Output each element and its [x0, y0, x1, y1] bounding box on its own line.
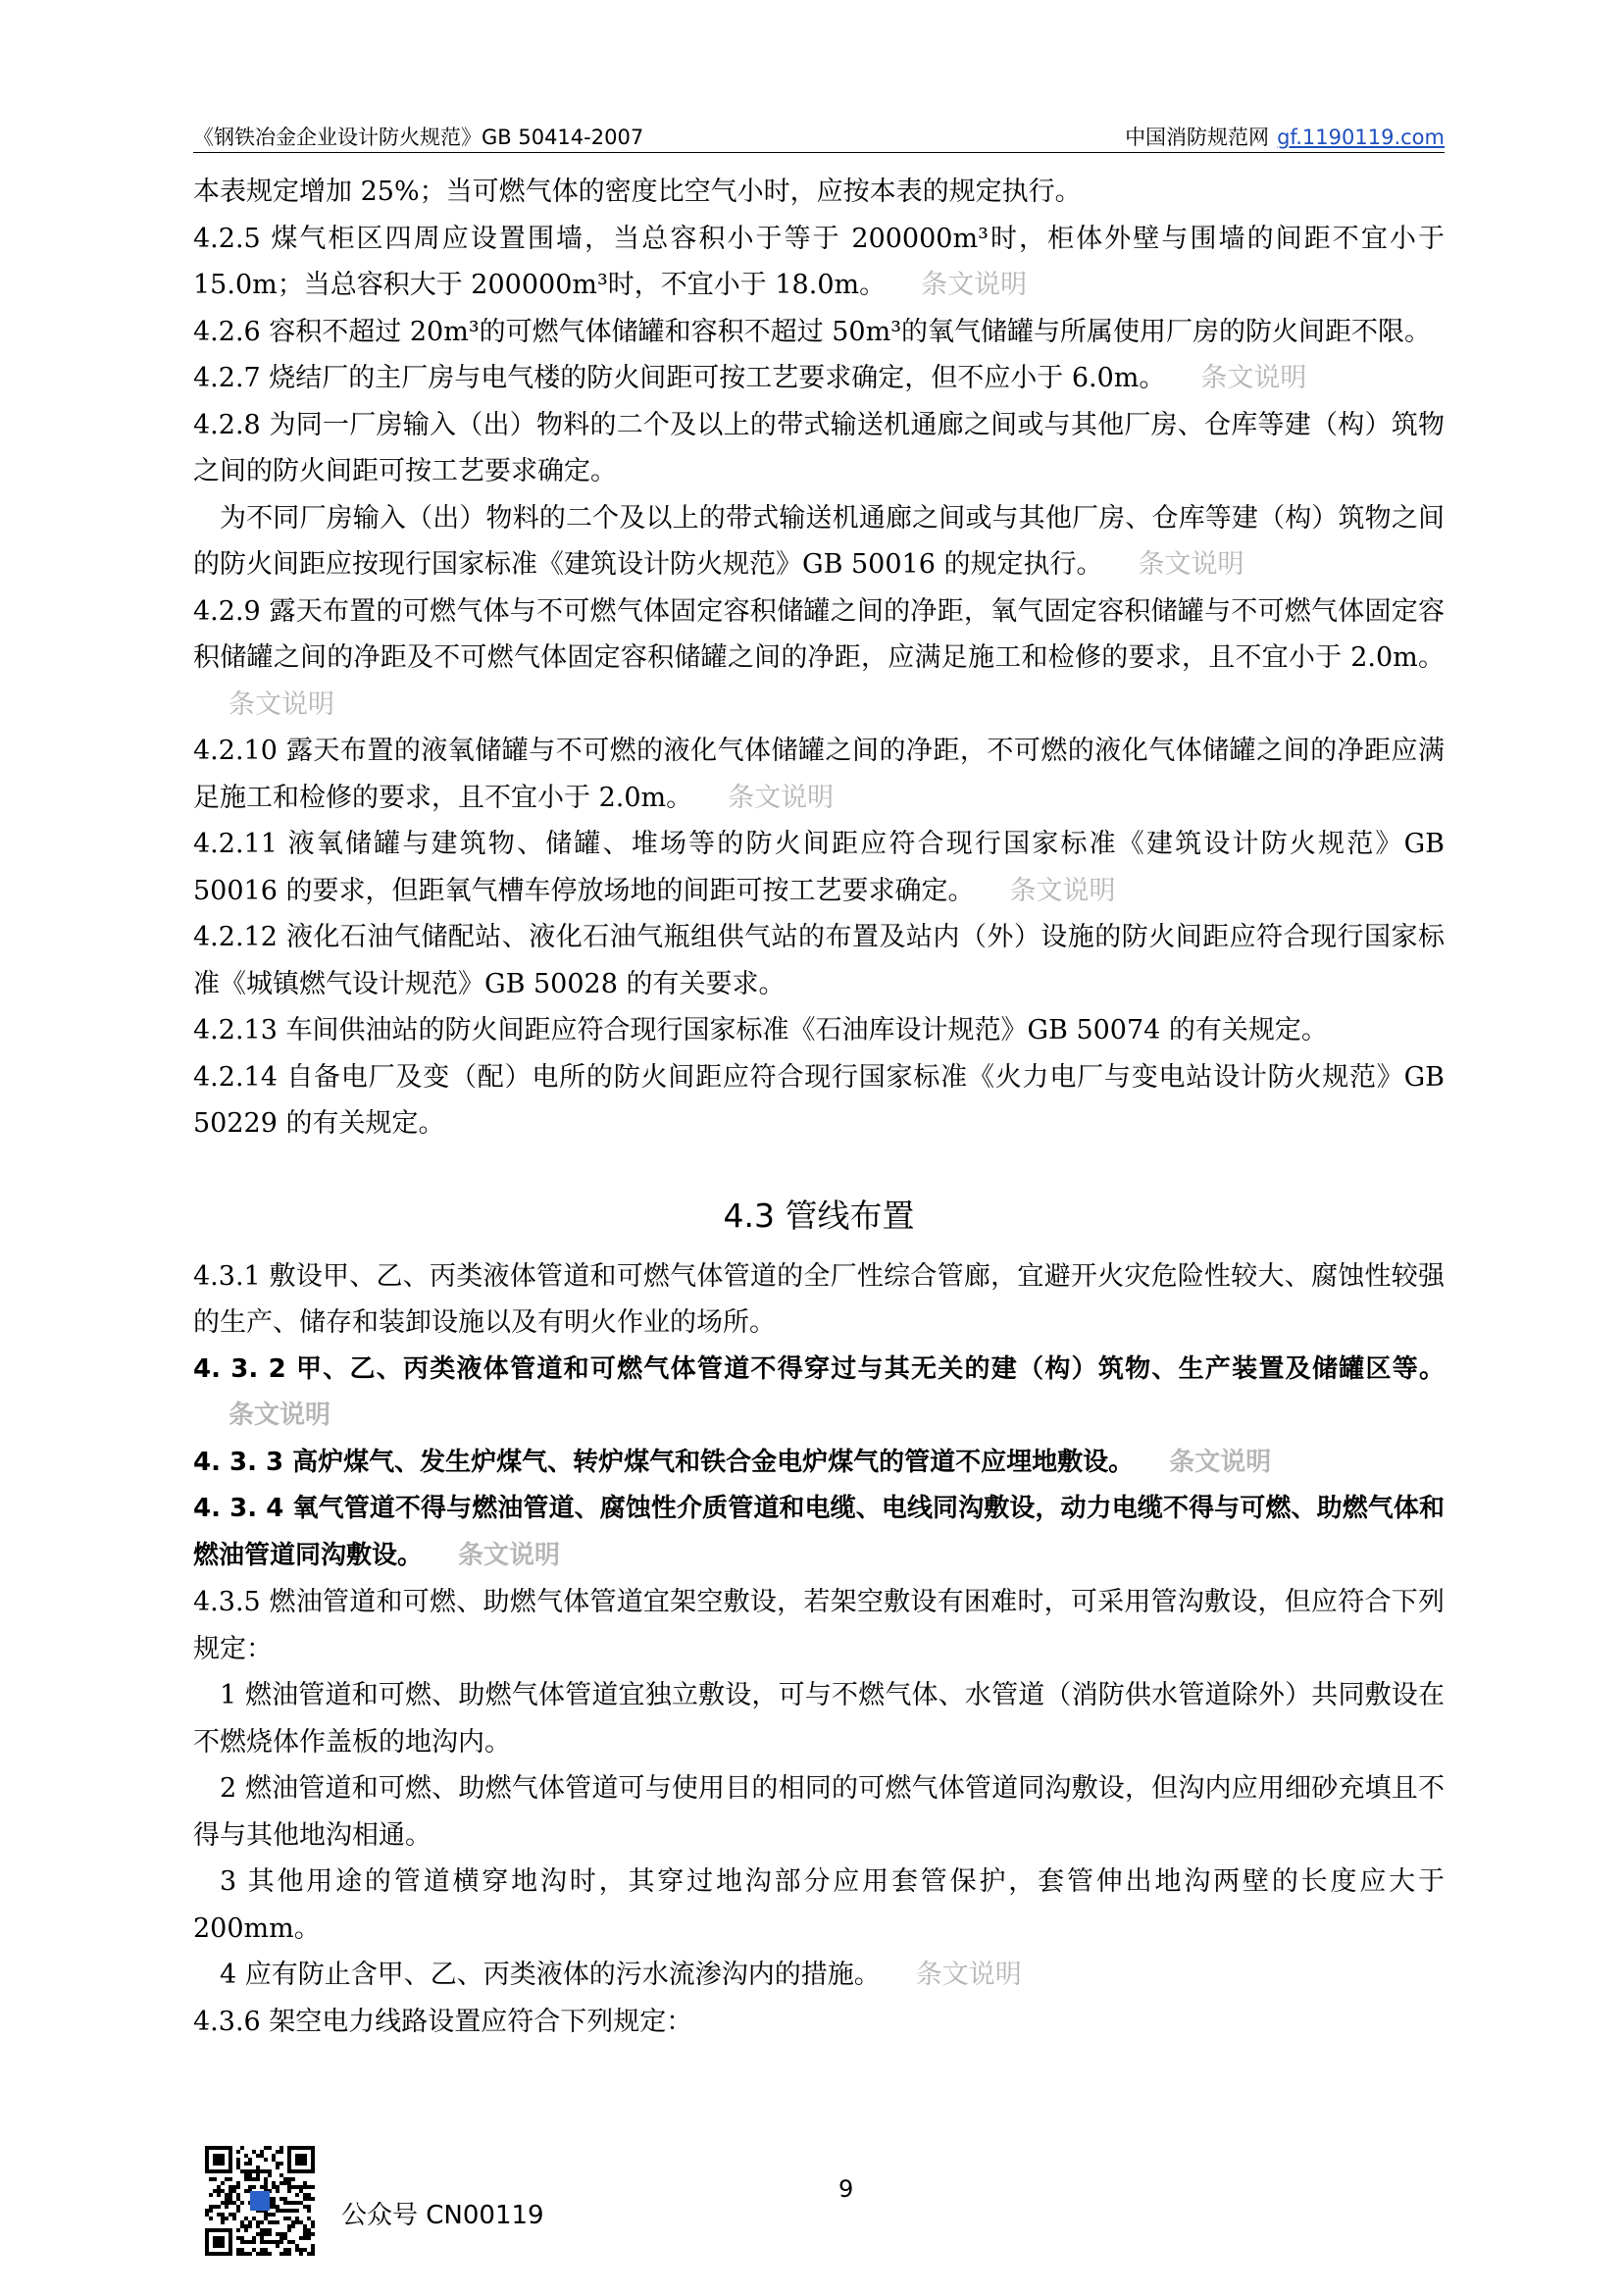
clause-text: 4.2.8 为同一厂房输入（出）物料的二个及以上的带式输送机通廊之间或与其他厂房、仓库等建（构）筑物之间的防火间距可按工艺要求确定。: [193, 409, 1445, 486]
clause-text: 4. 3. 3 高炉煤气、发生炉煤气、转炉煤气和铁合金电炉煤气的管道不应埋地敷设。: [193, 1447, 1135, 1477]
clause-text: 4.3.6 架空电力线路设置应符合下列规定：: [193, 2006, 693, 2037]
clause-paragraph: [193, 588, 1445, 729]
clause-paragraph: [193, 1672, 1445, 1765]
clause-explanation-link[interactable]: 条文说明: [915, 1960, 1022, 1990]
clause-text: 4.2.6 容积不超过 20m³的可燃气体储罐和容积不超过 50m³的氧气储罐与所属使用厂房的防火间距不限。: [193, 316, 1432, 347]
clause-text: 4.2.12 液化石油气储配站、液化石油气瓶组供气站的布置及站内（外）设施的防火间距应符合现行国家标准《城镇燃气设计规范》GB 50028 的有关要求。: [193, 922, 1445, 999]
clause-paragraph: [193, 914, 1445, 1007]
clause-explanation-link[interactable]: 条文说明: [728, 782, 835, 813]
clause-paragraph: [193, 1054, 1445, 1147]
document-title: 《钢铁冶金企业设计防火规范》GB 50414-2007: [193, 126, 644, 149]
clause-text: 4.2.11 液氧储罐与建筑物、储罐、堆场等的防火间距应符合现行国家标准《建筑设计防火规范》GB 50016 的要求，但距氧气槽车停放场地的间距可按工艺要求确定。: [193, 829, 1445, 906]
clause-paragraph: [193, 1007, 1445, 1054]
clause-paragraph: [193, 1859, 1445, 1952]
clause-text: 3 其他用途的管道横穿地沟时，其穿过地沟部分应用套管保护，套管伸出地沟两壁的长度应大于 200mm。: [193, 1866, 1445, 1944]
clause-text: 4.3.5 燃油管道和可燃、助燃气体管道宜架空敷设，若架空敷设有困难时，可采用管沟敷设，但应符合下列规定：: [193, 1587, 1445, 1664]
clause-paragraph: [193, 1999, 1445, 2046]
clause-explanation-link[interactable]: 条文说明: [1138, 549, 1244, 580]
clause-text: 4.2.14 自备电厂及变（配）电所的防火间距应符合现行国家标准《火力电厂与变电站设计防火规范》GB 50229 的有关规定。: [193, 1061, 1445, 1139]
clause-paragraph: [193, 309, 1445, 356]
clause-explanation-link[interactable]: 条文说明: [228, 688, 334, 720]
clause-paragraph: [193, 1952, 1445, 1999]
clause-text: 本表规定增加 25%；当可燃气体的密度比空气小时，应按本表的规定执行。: [193, 177, 1082, 207]
clause-paragraph: [193, 402, 1445, 495]
page-footer: [193, 2146, 1445, 2273]
clause-paragraph: [193, 495, 1445, 588]
page-content: [193, 169, 1445, 2045]
clause-text: 1 燃油管道和可燃、助燃气体管道宜独立敷设，可与不燃气体、水管道（消防供水管道除外）共同敷设在不燃烧体作盖板的地沟内。: [193, 1680, 1445, 1758]
clause-explanation-link[interactable]: 条文说明: [1009, 875, 1116, 906]
page-header: [193, 118, 1445, 153]
clause-paragraph: [193, 169, 1445, 216]
clause-paragraph: [193, 1486, 1445, 1579]
clause-text: 4.2.9 露天布置的可燃气体与不可燃气体固定容积储罐之间的净距，氧气固定容积储罐与不可燃气体固定容积储罐之间的净距及不可燃气体固定容积储罐之间的净距，应满足施工和检修的要求，且不宜小于 2.0m。: [193, 595, 1445, 673]
clause-paragraph: [193, 821, 1445, 914]
clause-paragraph: [193, 1579, 1445, 1672]
clause-explanation-link[interactable]: 条文说明: [458, 1540, 561, 1570]
clause-text: 4.3.1 敷设甲、乙、丙类液体管道和可燃气体管道的全厂性综合管廊，宜避开火灾危险性较大、腐蚀性较强的生产、储存和装卸设施以及有明火作业的场所。: [193, 1260, 1445, 1338]
clause-paragraph: [193, 728, 1445, 821]
clause-text: 4 应有防止含甲、乙、丙类液体的污水流渗沟内的措施。: [220, 1960, 881, 1990]
section-4-3-clauses: [193, 1253, 1445, 2046]
clause-paragraph: [193, 216, 1445, 309]
section-title: 4.3 管线布置: [723, 1196, 915, 1235]
clause-explanation-link[interactable]: 条文说明: [1200, 363, 1307, 393]
clause-paragraph: [193, 355, 1445, 402]
clause-text: 为不同厂房输入（出）物料的二个及以上的带式输送机通廊之间或与其他厂房、仓库等建（构）筑物之间的防火间距应按现行国家标准《建筑设计防火规范》GB 50016 的规定执行。: [193, 502, 1445, 580]
clause-text: 2 燃油管道和可燃、助燃气体管道可与使用目的相同的可燃气体管道同沟敷设，但沟内应用细砂充填且不得与其他地沟相通。: [193, 1773, 1445, 1851]
clause-paragraph: [193, 1765, 1445, 1859]
clause-paragraph: [193, 1253, 1445, 1347]
clause-explanation-link[interactable]: 条文说明: [228, 1401, 331, 1430]
clause-text: 4.2.13 车间供油站的防火间距应符合现行国家标准《石油库设计规范》GB 50074 的有关规定。: [193, 1015, 1328, 1045]
header-rule: [193, 152, 1445, 153]
clause-text: 4. 3. 4 氧气管道不得与燃油管道、腐蚀性介质管道和电缆、电线同沟敷设，动力电缆不得与可燃、助燃气体和燃油管道同沟敷设。: [193, 1494, 1445, 1570]
site-name: 中国消防规范网: [1125, 126, 1270, 149]
clause-text: 4.2.5 煤气柜区四周应设置围墙，当总容积小于等于 200000m³时，柜体外壁与围墙的间距不宜小于 15.0m；当总容积大于 200000m³时，不宜小于 18.0m。: [193, 223, 1445, 300]
clause-text: 4.2.10 露天布置的液氧储罐与不可燃的液化气体储罐之间的净距，不可燃的液化气体储罐之间的净距应满足施工和检修的要求，且不宜小于 2.0m。: [193, 736, 1445, 813]
clause-paragraph: [193, 1347, 1445, 1440]
clause-text: 4. 3. 2 甲、乙、丙类液体管道和可燃气体管道不得穿过与其无关的建（构）筑物、生产装置及储罐区等。: [193, 1353, 1445, 1384]
qr-code-icon: [205, 2146, 315, 2256]
clause-paragraph: [193, 1440, 1445, 1487]
clause-explanation-link[interactable]: 条文说明: [921, 270, 1028, 300]
site-info: [1125, 122, 1445, 151]
site-url-link[interactable]: gf.1190119.com: [1277, 126, 1445, 149]
wechat-account: 公众号 CN00119: [341, 2201, 544, 2230]
clause-text: 4.2.7 烧结厂的主厂房与电气楼的防火间距可按工艺要求确定，但不应小于 6.0m。: [193, 363, 1166, 393]
page-number: 9: [838, 2175, 854, 2203]
section-4-2-clauses: [193, 169, 1445, 1147]
clause-explanation-link[interactable]: 条文说明: [1169, 1447, 1272, 1477]
